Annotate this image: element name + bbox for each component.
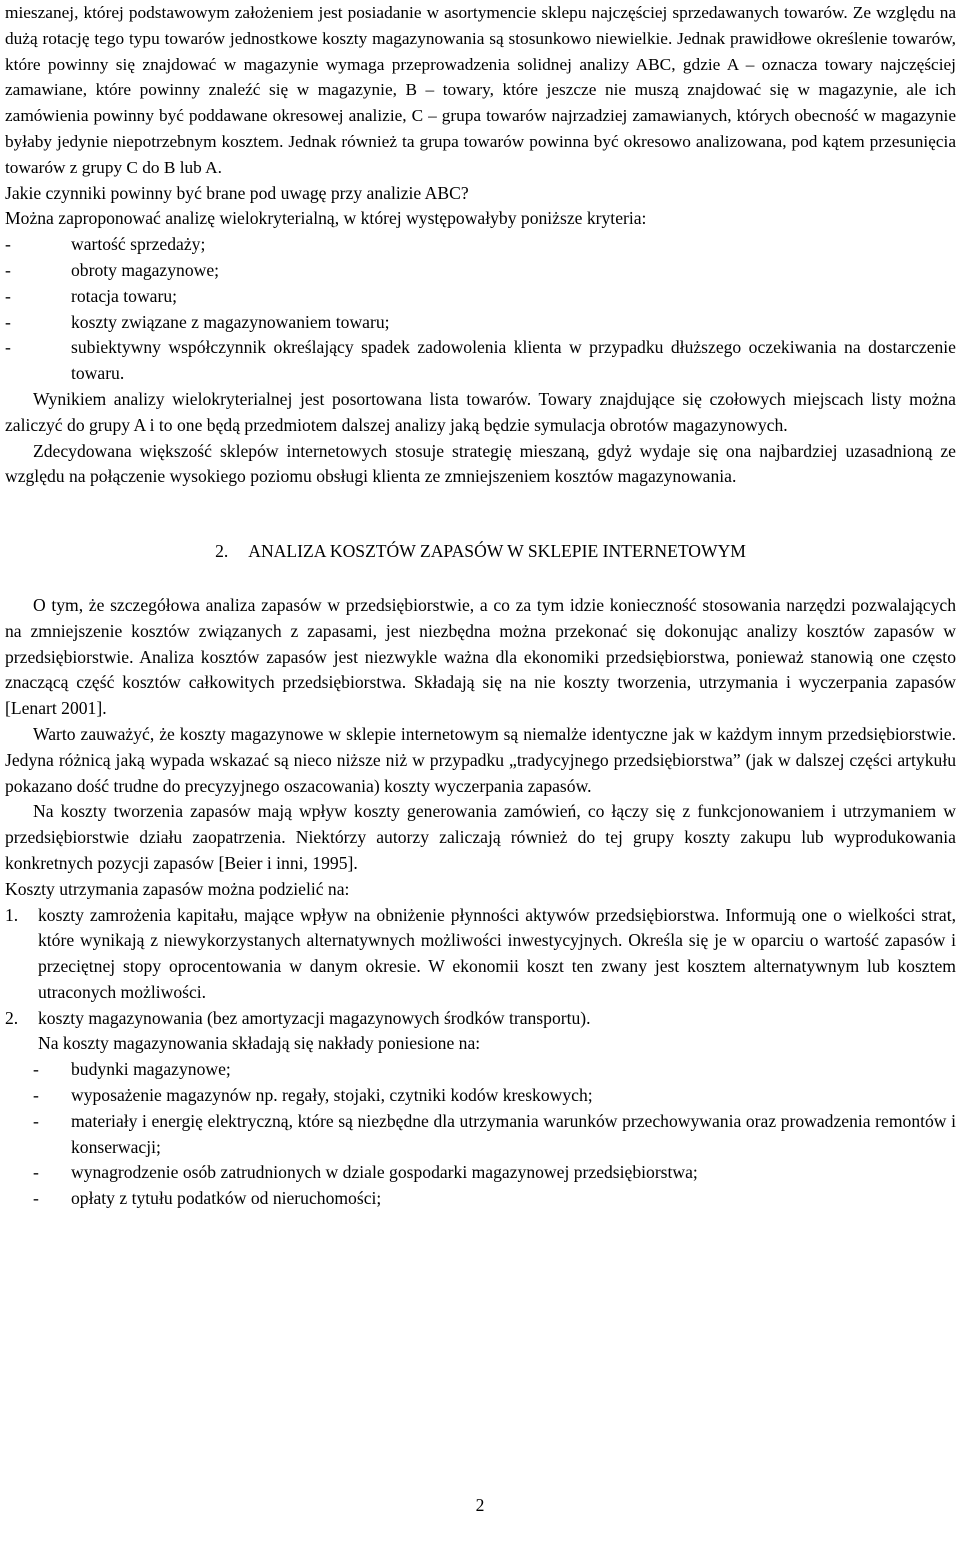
criteria-intro: Można zaproponować analizę wielokryterialną, w której występowałyby poniższe kryteria: — [5, 208, 647, 229]
storage-costs-item: - budynki magazynowe; — [5, 1057, 956, 1083]
criteria-item: - rotacja towaru; — [5, 284, 956, 310]
holding-costs-list — [5, 903, 956, 1032]
item-text: koszty magazynowania (bez amortyzacji magazynowych środków transportu). — [38, 1007, 591, 1028]
holding-costs-intro: Koszty utrzymania zapasów można podzielić na: — [5, 878, 350, 899]
holding-costs-item — [5, 1006, 956, 1032]
criteria-item: - obroty magazynowe; — [5, 258, 956, 284]
top-paragraph: mieszanej, której podstawowym założeniem jest posiadanie w asortymencie sklepu najczęściej sprzedawanych towarów. Ze względu na dużą rotację tego typu towarów jednostkowe koszty magazynowania są stosunkowo niewielkie. Jednak prawidłowe określenie towarów, które powinny się znajdować w magazynie wymaga przeprowadzenia solidnej analizy ABC, gdzie A – oznacza towary najczęściej zamawiane, które powinny znaleźć się w magazynie, B – towary, które jeszcze nie muszą znajdować się w magazynie, ale ich zamówienia powinny być poddawane okresowej analizie, C – grupa towarów najrzadziej zamawianych, których obecność w magazynie byłaby jedynie niepotrzebnym kosztem. Jednak również ta grupa towarów powinna być okresowo analizowana, pod kątem przesunięcia towarów z grupy C do B lub A. — [5, 3, 956, 177]
storage-costs-item: - materiały i energię elektryczną, które są niezbędne dla utrzymania warunków przechowywania oraz prowadzenia remontów i konserwacji; — [5, 1109, 956, 1161]
storage-costs-item: - wynagrodzenie osób zatrudnionych w dziale gospodarki magazynowej przedsiębiorstwa; — [5, 1160, 956, 1186]
item-number: 2. — [5, 1007, 19, 1028]
section-number: 2. — [215, 541, 229, 562]
criteria-item: - wartość sprzedaży; — [5, 232, 956, 258]
heading-spacer — [5, 565, 956, 593]
result-paragraph: Wynikiem analizy wielokryterialnej jest posortowana lista towarów. Towary znajdujące się czołowych miejscach listy można zaliczyć do grupy A i to one będą przedmiotem dalszej analizy jaką będzie symulacja obrotów magazynowych. — [5, 388, 956, 435]
storage-costs-intro: Na koszty magazynowania składają się nakłady poniesione na: — [38, 1033, 481, 1054]
section-paragraph-2: Warto zauważyć, że koszty magazynowe w sklepie internetowym są niemalże identyczne jak w każdym innym przedsiębiorstwie. Jedyna różnicą jaką wypada wskazać są nieco niższe niż w przypadku „tradycyjnego przedsiębiorstwa” (jak w dalszej części artykułu pokazano dość trudne do precyzyjnego oszacowania) koszty wyczerpania zapasów. — [5, 723, 956, 796]
page-number: 2 — [475, 1495, 485, 1515]
item-number: 1. — [5, 904, 19, 925]
item-text: koszty zamrożenia kapitału, mające wpływ na obniżenie płynności aktywów przedsiębiorstwa. Informują one o wielkości strat, które wynikają z niewykorzystanych alternatywnych możliwości inwestycyjnych. Określa się je w oparciu o wartość zapasów i przeciętnej stopy oprocentowania w danym okresie. W ekonomii koszt ten zwany jest kosztem alternatywnym lub kosztem utraconych możliwości. — [38, 904, 956, 1002]
section-title: ANALIZA KOSZTÓW ZAPASÓW W SKLEPIE INTERNETOWYM — [248, 541, 746, 562]
storage-costs-list — [5, 1057, 956, 1212]
section-paragraph-3: Na koszty tworzenia zapasów mają wpływ koszty generowania zamówień, co łączy się z funkcjonowaniem i utrzymaniem w przedsiębiorstwie działu zaopatrzenia. Niektórzy autorzy zaliczają również do tej grupy koszty zakupu lub wyprodukowania konkretnych pozycji zapasów [Beier i inni, 1995]. — [5, 801, 956, 873]
storage-costs-item: - wyposażenie magazynów np. regały, stojaki, czytniki kodów kreskowych; — [5, 1083, 956, 1109]
criteria-item: - subiektywny współczynnik określający spadek zadowolenia klienta w przypadku dłuższego oczekiwania na dostarczenie towaru. — [5, 335, 956, 387]
abc-question: Jakie czynniki powinny być brane pod uwagę przy analizie ABC? — [5, 182, 469, 203]
storage-costs-item: - opłaty z tytułu podatków od nieruchomości; — [5, 1186, 956, 1212]
criteria-list — [5, 232, 956, 387]
holding-costs-item — [5, 903, 956, 1006]
criteria-item: - koszty związane z magazynowaniem towaru; — [5, 310, 956, 336]
section-paragraph-1: O tym, że szczegółowa analiza zapasów w przedsiębiorstwie, a co za tym idzie konieczność stosowania narzędzi pozwalających na zmniejszenie kosztów związanych z zapasami, jest niezbędna można przekonać się dokonując analizy kosztów zapasów w przedsiębiorstwie. Analiza kosztów zapasów jest niezwykle ważna dla ekonomiki przedsiębiorstwa, ponieważ stanowią one często znaczącą część kosztów całkowitych przedsiębiorstwa. Składają się na nie koszty tworzenia, utrzymania i wyczerpania zapasów [Lenart 2001]. — [5, 594, 956, 719]
section-heading — [5, 539, 956, 565]
strategy-paragraph: Zdecydowana większość sklepów internetowych stosuje strategię mieszaną, gdyż wydaje się ona najbardziej uzasadnioną ze względu na połączenie wysokiego poziomu obsługi klienta ze zmniejszeniem kosztów magazynowania. — [5, 440, 956, 487]
document-page — [5, 0, 956, 1212]
